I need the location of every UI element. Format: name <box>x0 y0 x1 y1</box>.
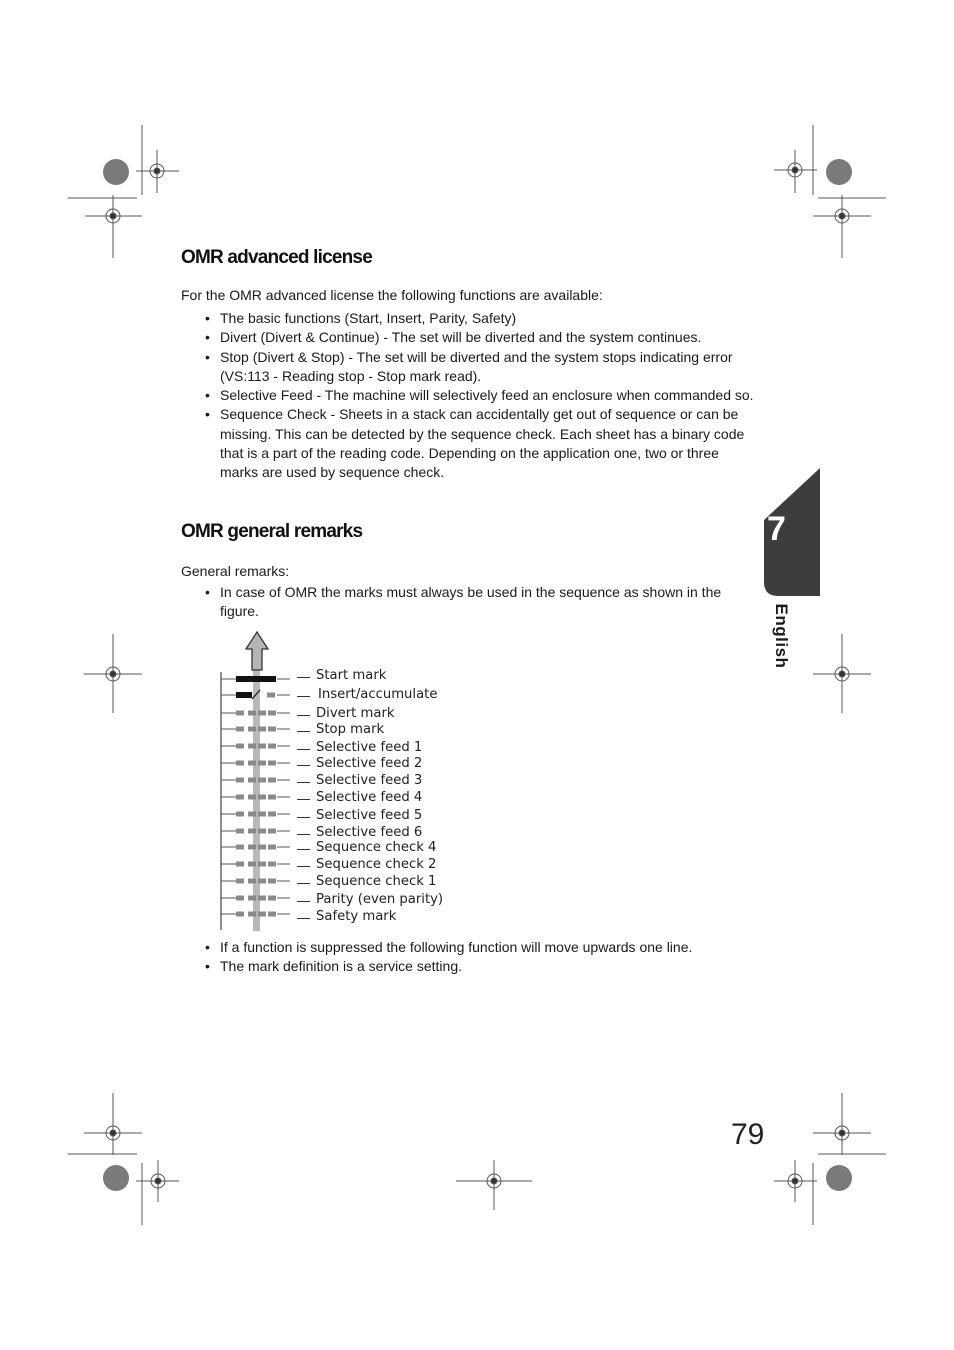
list-item: • Sequence Check - Sheets in a stack can accidentally get out of sequence or can be missing. This can be detected by the sequence check. Each sheet has a binary code that is a part of the reading code. Depending on the application one, two or three marks are used by sequence check. <box>205 405 755 482</box>
mark-row <box>221 845 290 850</box>
mark-row <box>221 761 290 766</box>
mark-leader-line <box>297 749 310 750</box>
mark-row <box>221 676 290 682</box>
page-number: 79 <box>731 1118 765 1151</box>
general-intro: General remarks: <box>181 563 290 579</box>
mark-row <box>221 795 290 800</box>
mark-row <box>221 812 290 817</box>
general-bullet-list-bottom <box>205 938 755 977</box>
mark-leader-line <box>297 696 310 697</box>
mark-leader-line <box>297 782 310 783</box>
mark-label: Start mark <box>316 668 387 683</box>
list-item: • Divert (Divert & Continue) - The set will be diverted and the system continues. <box>205 328 755 347</box>
feed-direction-arrow-icon <box>246 632 268 670</box>
mark-label: Parity (even parity) <box>316 892 444 907</box>
mark-label: Sequence check 1 <box>316 874 437 889</box>
mark-label: Sequence check 4 <box>316 840 437 855</box>
mark-label: Selective feed 5 <box>316 808 423 823</box>
mark-label: Insert/accumulate <box>318 687 438 702</box>
section-heading-general: OMR general remarks <box>181 521 363 542</box>
mark-row <box>221 862 290 867</box>
mark-label: Safety mark <box>316 909 397 924</box>
mark-label: Selective feed 1 <box>316 740 423 755</box>
list-item: • The mark definition is a service setting. <box>205 957 755 976</box>
section-heading-advanced: OMR advanced license <box>181 247 372 268</box>
mark-row <box>221 744 290 749</box>
mark-leader-line <box>297 834 310 835</box>
mark-label: Selective feed 4 <box>316 790 423 805</box>
mark-label: Sequence check 2 <box>316 857 437 872</box>
mark-row <box>221 711 290 716</box>
mark-row <box>221 778 290 783</box>
mark-leader-line <box>297 817 310 818</box>
chapter-number: 7 <box>767 510 786 548</box>
mark-leader-line <box>297 901 310 902</box>
mark-label: Divert mark <box>316 706 395 721</box>
mark-leader-line <box>297 866 310 867</box>
omr-mark-diagram <box>215 628 310 933</box>
mark-label: Selective feed 3 <box>316 773 423 788</box>
list-item: • If a function is suppressed the following function will move upwards one line. <box>205 938 755 957</box>
mark-row <box>221 829 290 834</box>
mark-label: Selective feed 6 <box>316 825 423 840</box>
mark-row <box>221 727 290 732</box>
mark-leader-line <box>297 715 310 716</box>
general-bullet-list-top <box>205 583 755 622</box>
list-item: • Selective Feed - The machine will selectively feed an enclosure when commanded so. <box>205 386 755 405</box>
mark-leader-line <box>297 677 310 678</box>
list-item: • In case of OMR the marks must always be used in the sequence as shown in the figure. <box>205 583 755 622</box>
list-item: • The basic functions (Start, Insert, Parity, Safety) <box>205 309 755 328</box>
mark-row <box>221 879 290 884</box>
mark-leader-line <box>297 765 310 766</box>
mark-leader-line <box>297 883 310 884</box>
advanced-bullet-list <box>205 309 755 483</box>
mark-label: Stop mark <box>316 722 385 737</box>
chapter-language-label: English <box>772 603 791 669</box>
mark-leader-line <box>297 849 310 850</box>
mark-leader-line <box>297 918 310 919</box>
mark-label: Selective feed 2 <box>316 756 423 771</box>
advanced-intro: For the OMR advanced license the following functions are available: <box>181 287 603 303</box>
mark-row <box>221 912 290 917</box>
mark-leader-line <box>297 731 310 732</box>
mark-leader-line <box>297 799 310 800</box>
list-item: • Stop (Divert & Stop) - The set will be diverted and the system stops indicating error (VS:113 - Reading stop - Stop mark read). <box>205 348 755 387</box>
mark-row <box>221 896 290 901</box>
